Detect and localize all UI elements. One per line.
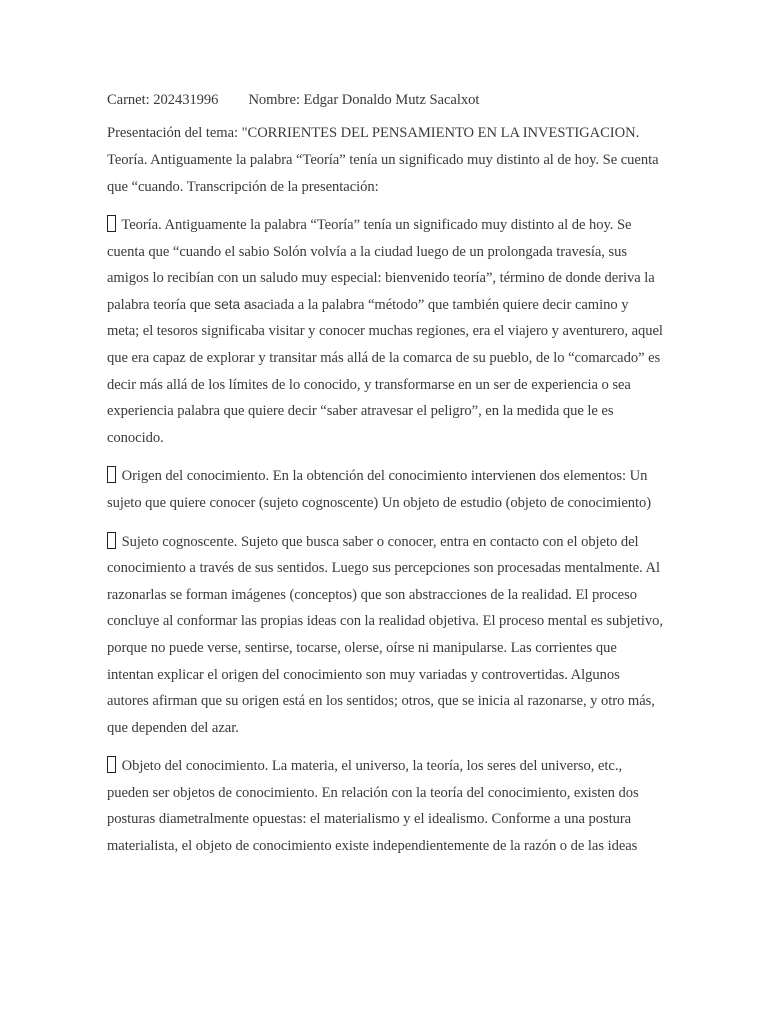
student-header: [107, 87, 663, 114]
nombre-text: Nombre: Edgar Donaldo Mutz Sacalxot: [248, 92, 480, 108]
paragraph-teoria: [107, 212, 663, 451]
missing-glyph-box-icon: [107, 215, 116, 232]
paragraph-origen-text: Origen del conocimiento. En la obtención del conocimiento intervienen dos elementos: Un sujeto que quiere conocer (sujeto cognoscente) Un objeto de estudio (objeto de conocimiento): [107, 468, 652, 511]
intro-paragraph: Presentación del tema: "CORRIENTES DEL PENSAMIENTO EN LA INVESTIGACION. Teoría. Antiguamente la palabra “Teoría” tenía un significado muy distinto al de hoy. Se cuenta que “cuando. Transcripción de la presentación:: [107, 125, 659, 195]
paragraph-objeto: [107, 753, 663, 859]
paragraph-teoria-text-1: Teoría. Antiguamente la palabra “Teoría” tenía un significado muy distinto al de hoy. Se cuenta que “cuando el sabio Solón volvía a la ciudad luego de un prolongada travesía, sus amigos lo recibían con un saludo muy especial: bienvenido teoría”, término de donde deriva la palabra teoría que: [107, 217, 655, 313]
paragraph-teoria-text-3: saciada a la palabra “método” que también quiere decir camino y meta; el tesoros significaba visitar y conocer muchas regiones, era el viajero y aventurero, aquel que era capaz de explorar y transitar más allá de la comarca de su pueblo, de lo “comarcado” es decir más allá de los límites de lo conocido, y transformarse en un ser de experiencia o sea experiencia palabra que quiere decir “saber atravesar el peligro”, en la medida que le es conocido.: [107, 296, 663, 446]
missing-glyph-box-icon: [107, 532, 116, 549]
paragraph-objeto-text: Objeto del conocimiento. La materia, el universo, la teoría, los seres del universo, etc., pueden ser objetos de conocimiento. En relación con la teoría del conocimiento, existen dos posturas diametralmente opuestas: el materialismo y el idealismo. Conforme a una postura materialista, el objeto de conocimiento existe independientemente de la razón o de las ideas: [107, 758, 639, 855]
missing-glyph-box-icon: [107, 756, 116, 773]
paragraph-sujeto-text: Sujeto cognoscente. Sujeto que busca saber o conocer, entra en contacto con el objeto del conocimiento a través de sus sentidos. Luego sus percepciones son procesadas mentalmente. Al razonarlas se forman imágenes (conceptos) que son abstracciones de la realidad. El proceso concluye al conformar las propias ideas con la realidad objetiva. El proceso mental es subjetivo, porque no puede verse, sentirse, tocarse, olerse, oírse ni manipularse. Las corrientes que intentan explicar el origen del conocimiento son muy variadas y controvertidas. Algunos autores afirman que su origen está en los sentidos; otros, que se inicia al razonarse, y otro más, que dependen del azar.: [107, 533, 664, 736]
missing-glyph-box-icon: [107, 466, 116, 483]
paragraph-teoria-text-2: seta a: [214, 296, 252, 312]
paragraph-origen: [107, 463, 663, 516]
paragraph-sujeto: [107, 529, 663, 742]
document-page: [107, 87, 663, 872]
carnet-text: Carnet: 202431996: [107, 92, 219, 108]
